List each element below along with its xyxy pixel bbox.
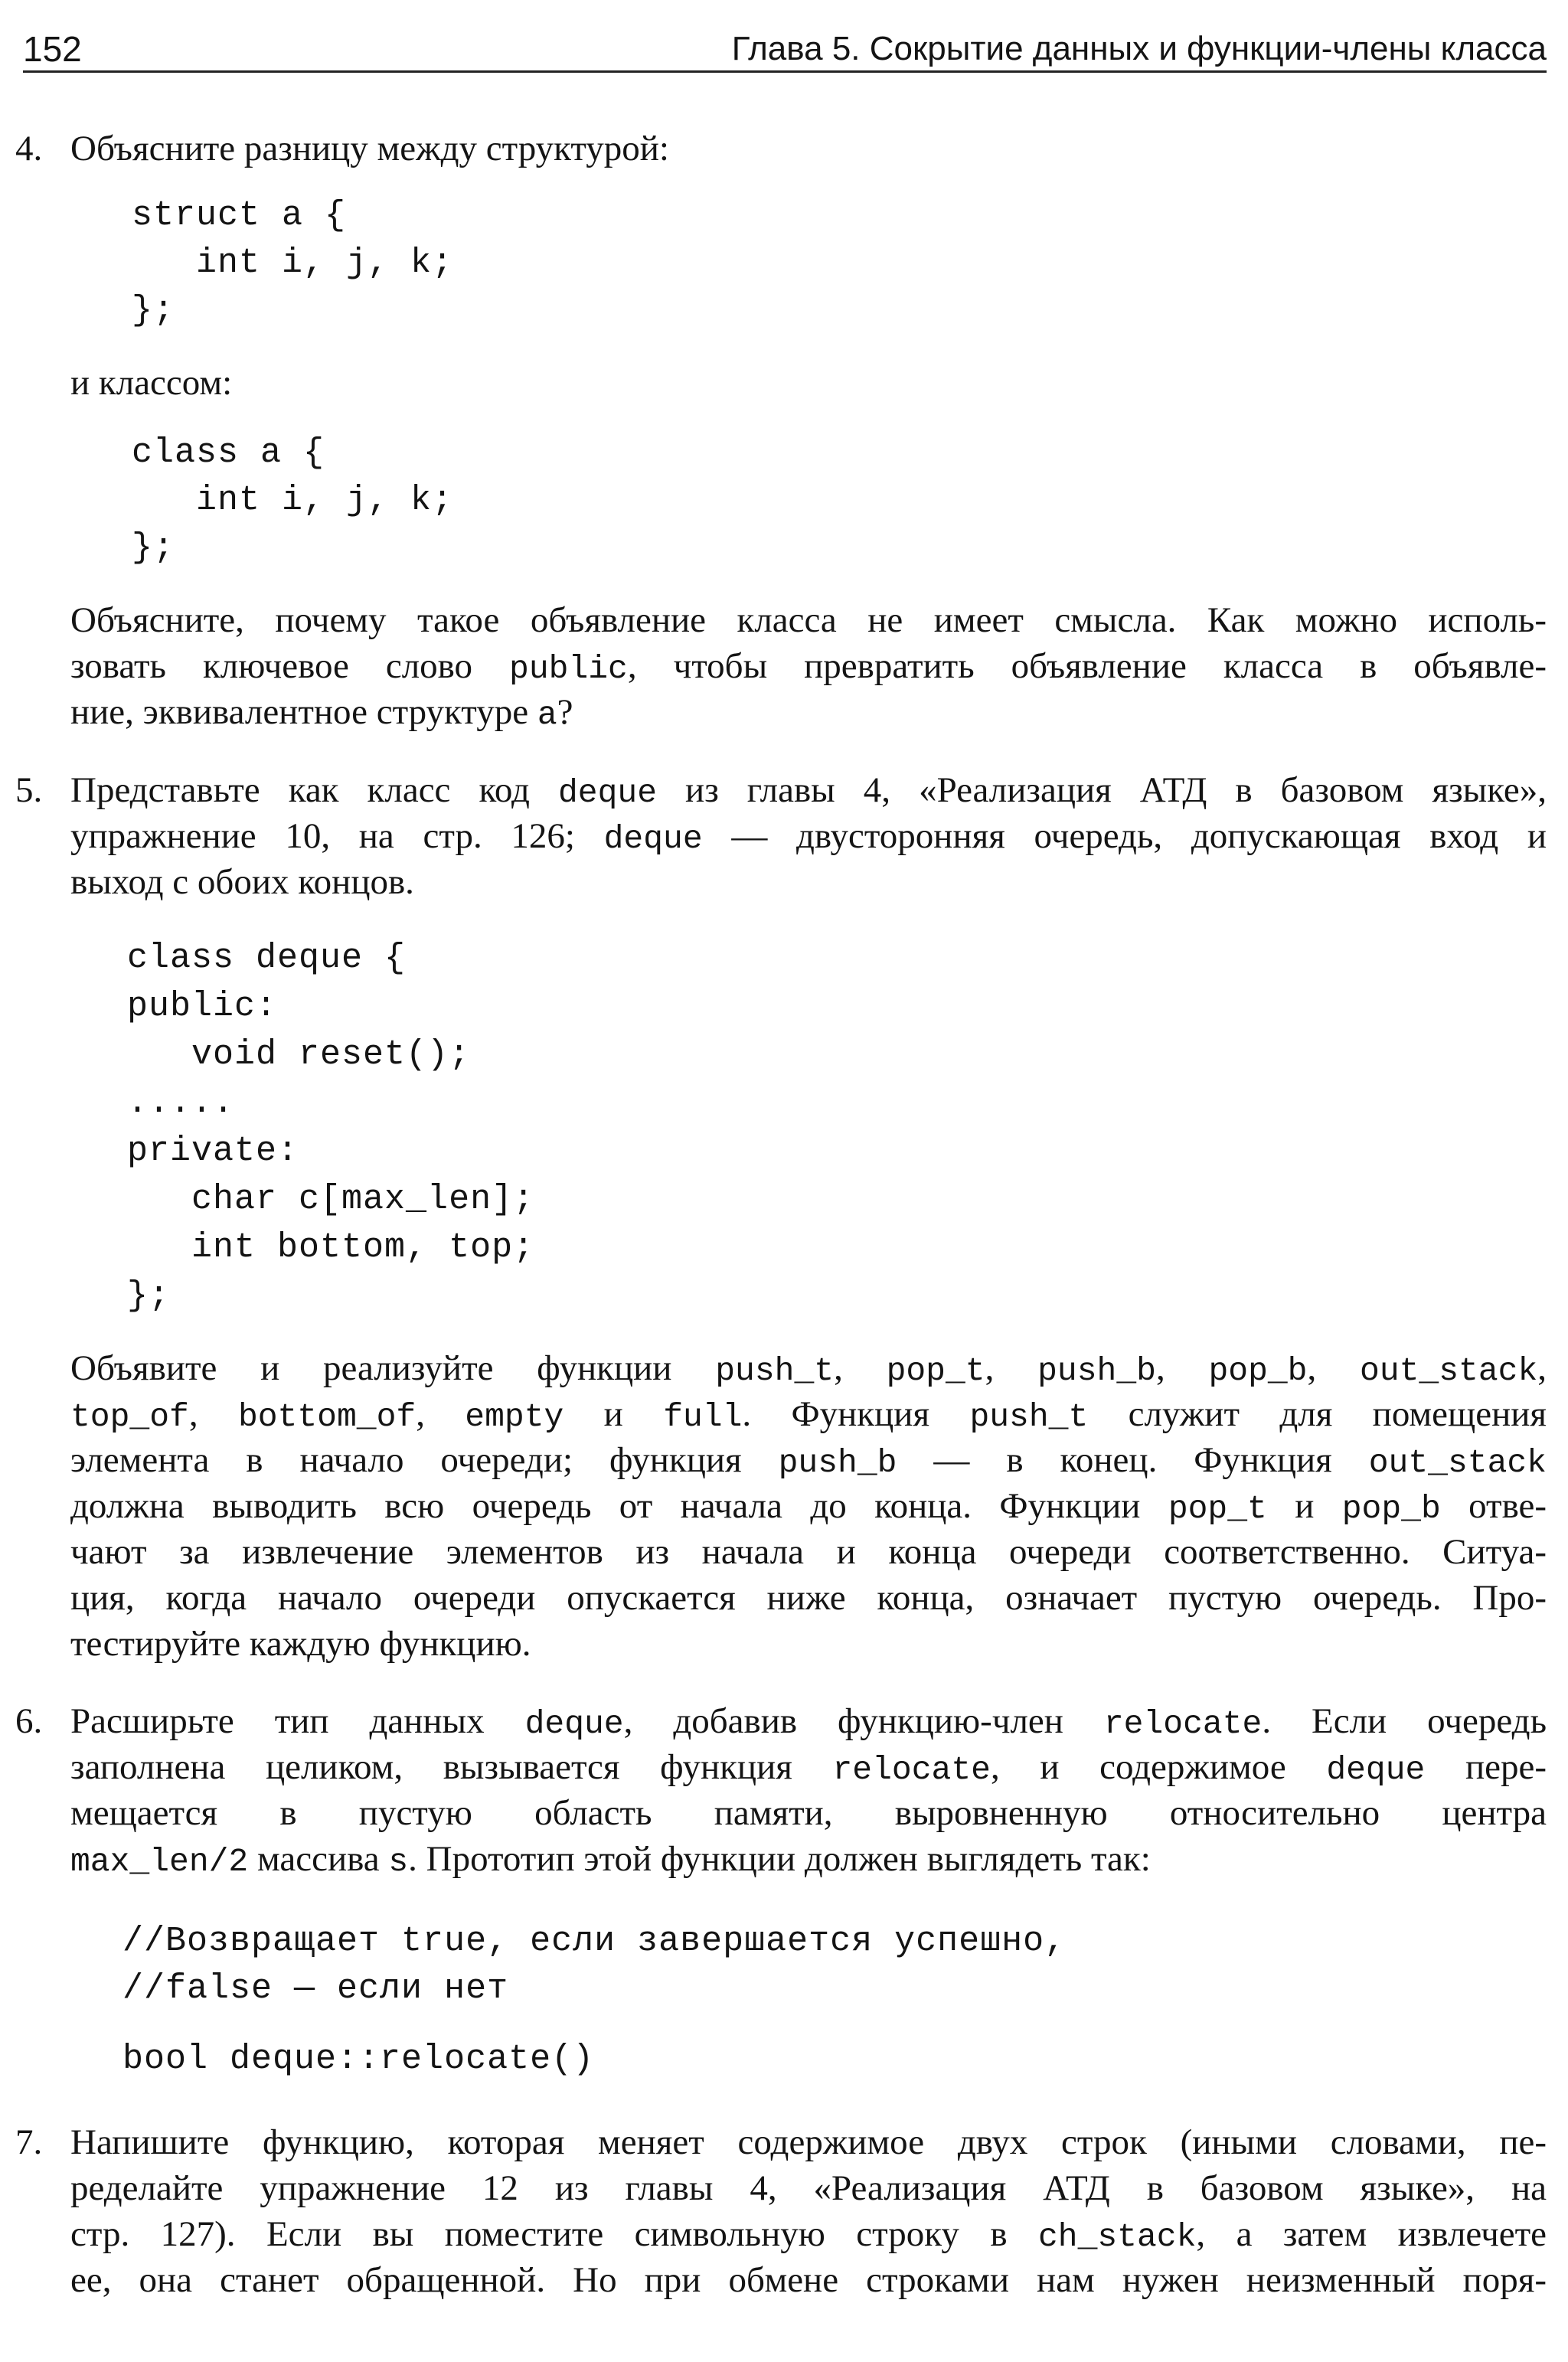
code-comment: //Возвращает true, если завершается успешно, — [122, 1922, 1067, 1961]
paragraph-line: стр. 127). Если вы поместите символьную строку в ch_stack, а затем извлечете — [70, 2214, 1547, 2256]
code-line: ..... — [127, 1083, 235, 1122]
exercise-text: Объясните разницу между структурой: — [70, 129, 669, 168]
inline-code: full — [663, 1398, 743, 1436]
exercise-text: и классом: — [70, 363, 233, 403]
code-line: public: — [127, 987, 278, 1026]
paragraph-line: упражнение 10, на стр. 126; deque — двусторонняя очередь, допускающая вход и — [70, 816, 1547, 858]
code-line: struct a { — [132, 196, 347, 235]
page-number: 152 — [23, 29, 82, 69]
inline-code: relocate — [1103, 1705, 1263, 1743]
inline-code: pop_b — [1208, 1352, 1308, 1390]
paragraph-line: чают за извлечение элементов из начала и конца очереди соответственно. Ситуа- — [70, 1532, 1547, 1572]
inline-code: out_stack — [1368, 1444, 1547, 1482]
code-line: bool deque::relocate() — [122, 2040, 595, 2079]
code-line: }; — [132, 528, 175, 567]
paragraph-line: должна выводить всю очередь от начала до конца. Функции pop_t и pop_b отве- — [70, 1486, 1547, 1527]
code-line: }; — [132, 291, 175, 330]
paragraph-line: Представьте как класс код deque из главы 4, «Реализация АТД в базовом языке», — [70, 770, 1547, 812]
paragraph-line: заполнена целиком, вызывается функция relocate, и содержимое deque пере- — [70, 1747, 1547, 1789]
inline-code: a — [537, 696, 557, 733]
inline-code: deque — [557, 774, 658, 812]
paragraph-line: Расширьте тип данных deque, добавив функцию-член relocate. Если очередь — [70, 1701, 1547, 1743]
paragraph-line: тестируйте каждую функцию. — [70, 1624, 531, 1664]
paragraph-line: ределайте упражнение 12 из главы 4, «Реализация АТД в базовом языке», на — [70, 2168, 1547, 2208]
inline-code: s — [388, 1843, 409, 1880]
paragraph-line: Объявите и реализуйте функции push_t, pop_t, push_b, pop_b, out_stack, — [70, 1348, 1547, 1390]
paragraph-line: Напишите функцию, которая меняет содержимое двух строк (иными словами, пе- — [70, 2122, 1547, 2162]
exercise-number: 7. — [15, 2122, 43, 2162]
code-line: void reset(); — [127, 1035, 471, 1074]
chapter-title: Глава 5. Сокрытие данных и функции-члены класса — [731, 30, 1547, 67]
inline-code: empty — [465, 1398, 564, 1436]
inline-code: bottom_of — [237, 1398, 416, 1436]
inline-code: push_b — [778, 1444, 897, 1482]
paragraph-line: ее, она станет обращенной. Но при обмене строками нам нужен неизменный поря- — [70, 2260, 1547, 2300]
code-line: char c[max_len]; — [127, 1180, 535, 1219]
paragraph-line: Объясните, почему такое объявление класса не имеет смысла. Как можно исполь- — [70, 600, 1547, 640]
inline-code: public — [509, 650, 628, 688]
running-head — [23, 28, 1547, 70]
inline-code: deque — [603, 820, 703, 858]
paragraph-line: top_of, bottom_of, empty и full. Функция push_t служит для помещения — [70, 1394, 1547, 1436]
inline-code: pop_t — [1168, 1490, 1267, 1527]
inline-code: push_t — [715, 1352, 835, 1390]
inline-code: pop_t — [886, 1352, 985, 1390]
inline-code: deque — [1326, 1751, 1426, 1789]
code-line: private: — [127, 1132, 299, 1171]
paragraph-line: ние, эквивалентное структуре a? — [70, 692, 573, 733]
exercise-number: 5. — [15, 770, 43, 810]
code-comment: //false — если нет — [122, 1969, 509, 2008]
inline-code: relocate — [832, 1751, 991, 1789]
code-line: int i, j, k; — [132, 243, 454, 283]
inline-code: push_t — [969, 1398, 1089, 1436]
code-line: }; — [127, 1276, 171, 1315]
inline-code: pop_b — [1341, 1490, 1441, 1527]
inline-code: push_b — [1037, 1352, 1156, 1390]
code-line: class a { — [132, 433, 325, 472]
exercise-number: 6. — [15, 1701, 43, 1741]
inline-code: deque — [524, 1705, 624, 1743]
paragraph-line: ция, когда начало очереди опускается ниже конца, означает пустую очередь. Про- — [70, 1578, 1547, 1618]
inline-code: ch_stack — [1037, 2218, 1197, 2256]
code-line: class deque { — [127, 939, 407, 978]
paragraph-line: выход с обоих концов. — [70, 862, 414, 902]
code-line: int bottom, top; — [127, 1228, 535, 1267]
paragraph-line: max_len/2 массива s. Прототип этой функции должен выглядеть так: — [70, 1839, 1151, 1880]
inline-code: out_stack — [1360, 1352, 1538, 1390]
header-rule — [23, 70, 1547, 73]
exercise-number: 4. — [15, 129, 43, 168]
inline-code: max_len/2 — [70, 1843, 249, 1880]
paragraph-line: элемента в начало очереди; функция push_b — в конец. Функция out_stack — [70, 1440, 1547, 1482]
code-line: int i, j, k; — [132, 481, 454, 520]
paragraph-line: зовать ключевое слово public, чтобы превратить объявление класса в объявле- — [70, 646, 1547, 688]
inline-code: top_of — [70, 1398, 189, 1436]
paragraph-line: мещается в пустую область памяти, выровненную относительно центра — [70, 1793, 1547, 1833]
